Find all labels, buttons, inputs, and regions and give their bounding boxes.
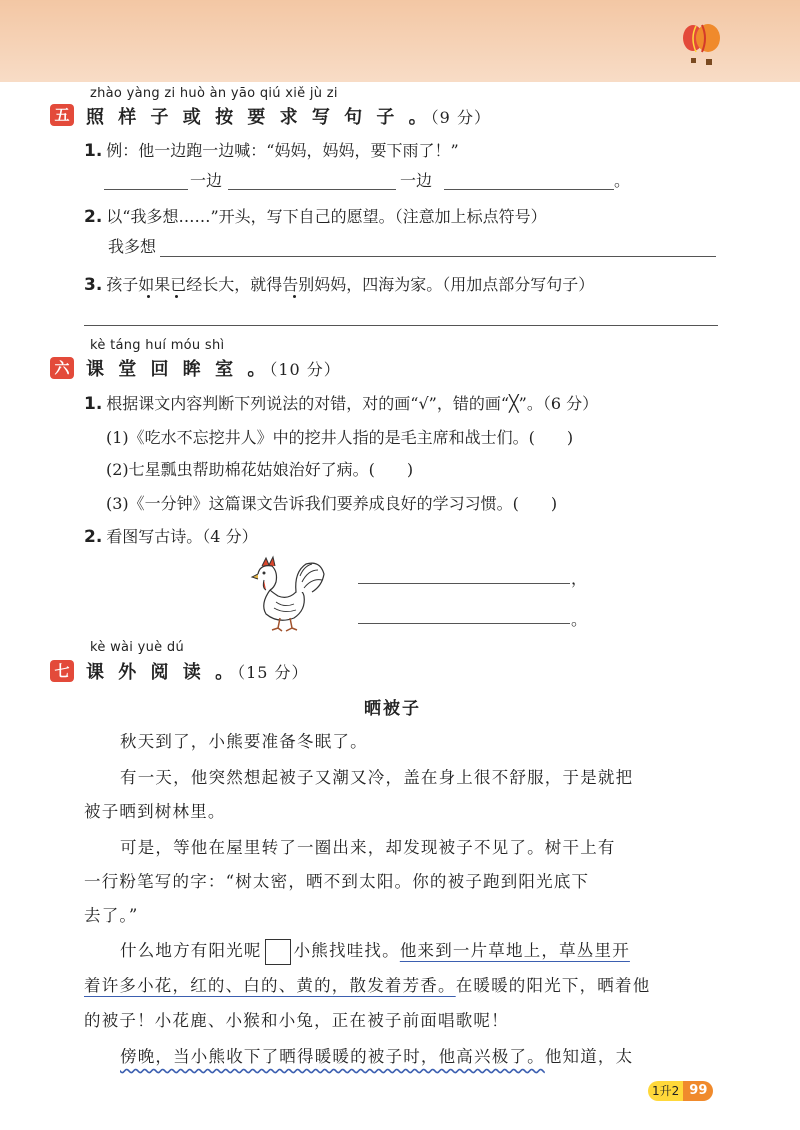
s5-q1-word-2: 一边: [400, 171, 433, 190]
poem-line-1-end: ，: [571, 569, 588, 588]
reading-paragraph: 被子晒到树林里。: [84, 802, 226, 821]
reading-title: 晒被子: [364, 699, 421, 719]
s6-q1-item[interactable]: (1)《吃水不忘挖井人》中的挖井人指的是毛主席和战士们。( ): [106, 428, 574, 447]
reading-paragraph: 秋天到了，小熊要准备冬眠了。: [120, 732, 368, 751]
reading-paragraph: 有一天，他突然想起被子又潮又冷，盖在身上很不舒服，于是就把: [120, 768, 634, 787]
s5-q3-prompt: 3. 孩子如果已经长大，就得告别妈妈，四海为家。（用加点部分写句子）: [84, 275, 595, 295]
wavy-underlined-sentence: 傍晚，当小熊收下了晒得暖暖的被子时，他高兴极了。: [120, 1047, 545, 1066]
section5-title: 照 样 子 或 按 要 求 写 句 子 。（9 分）: [86, 107, 491, 128]
s5-q2-lead: 我多想: [108, 237, 157, 256]
emphasis-dot: [147, 295, 150, 298]
poem-line-2-end: 。: [571, 610, 588, 629]
section6-badge: 六: [50, 357, 74, 379]
rooster-illustration: [242, 552, 332, 634]
reading-paragraph: 的被子！小花鹿、小猴和小兔，正在被子前面唱歌呢！: [84, 1011, 509, 1030]
s5-q1-blank-1[interactable]: [104, 189, 188, 190]
s6-q2-prompt: 2. 看图写古诗。（4 分）: [84, 527, 258, 547]
s5-q1-prompt: 1. 例：他一边跑一边喊：“妈妈，妈妈，要下雨了！”: [84, 141, 459, 161]
underlined-sentence: 他来到一片草地上，草丛里开: [399, 941, 630, 960]
grade-label: 1升2: [648, 1081, 683, 1101]
section5-badge: 五: [50, 104, 74, 126]
section6-pinyin: kè táng huí móu shì: [90, 338, 225, 353]
s5-q1-word-1: 一边: [190, 171, 223, 190]
reading-paragraph: 可是，等他在屋里转了一圈出来，却发现被子不见了。树干上有: [120, 838, 616, 857]
reading-paragraph: 什么地方有阳光呢 小熊找哇找。他来到一片草地上，草丛里开: [120, 937, 630, 965]
poem-line-1[interactable]: [358, 583, 570, 584]
underlined-sentence: 着许多小花，红的、白的、黄的，散发着芳香。: [84, 976, 456, 995]
reading-paragraph: 一行粉笔写的字：“树太密，晒不到太阳。你的被子跑到阳光底下: [84, 872, 590, 891]
s5-q2-prompt: 2. 以“我多想……”开头，写下自己的愿望。（注意加上标点符号）: [84, 207, 547, 227]
reading-paragraph: 着许多小花，红的、白的、黄的，散发着芳香。在暖暖的阳光下，晒着他: [84, 976, 651, 995]
s5-q1-blank-3[interactable]: [444, 189, 614, 190]
section7-title: 课 外 阅 读 。（15 分）: [86, 662, 309, 683]
reading-paragraph: 傍晚，当小熊收下了晒得暖暖的被子时，他高兴极了。他知道，太: [120, 1047, 634, 1066]
s5-q3-answer-line[interactable]: [84, 325, 718, 326]
poem-line-2[interactable]: [358, 623, 570, 624]
reading-paragraph: 去了。”: [84, 906, 139, 925]
s5-q1-blank-2[interactable]: [228, 189, 396, 190]
page-footer: [648, 1081, 713, 1101]
s5-q2-answer-line[interactable]: [160, 256, 716, 257]
s6-q1-prompt: 1. 根据课文内容判断下列说法的对错，对的画“√”，错的画“╳”。（6 分）: [84, 394, 599, 414]
header-band: [0, 0, 800, 82]
hot-air-balloon-icon: [682, 24, 722, 68]
s6-q1-item[interactable]: (3)《一分钟》这篇课文告诉我们要养成良好的学习习惯。( ): [106, 494, 558, 513]
s6-q1-item[interactable]: (2)七星瓢虫帮助棉花姑娘治好了病。( ): [106, 460, 414, 479]
section5-pinyin: zhào yàng zi huò àn yāo qiú xiě jù zi: [90, 86, 338, 101]
emphasis-dot: [293, 295, 296, 298]
section7-badge: 七: [50, 660, 74, 682]
section6-title: 课 堂 回 眸 室 。（10 分）: [86, 359, 341, 380]
s5-q1-end: 。: [614, 171, 631, 190]
section7-pinyin: kè wài yuè dú: [90, 640, 184, 655]
emphasis-dot: [175, 295, 178, 298]
page-number: 99: [683, 1081, 713, 1101]
punctuation-blank-box[interactable]: [265, 939, 291, 965]
